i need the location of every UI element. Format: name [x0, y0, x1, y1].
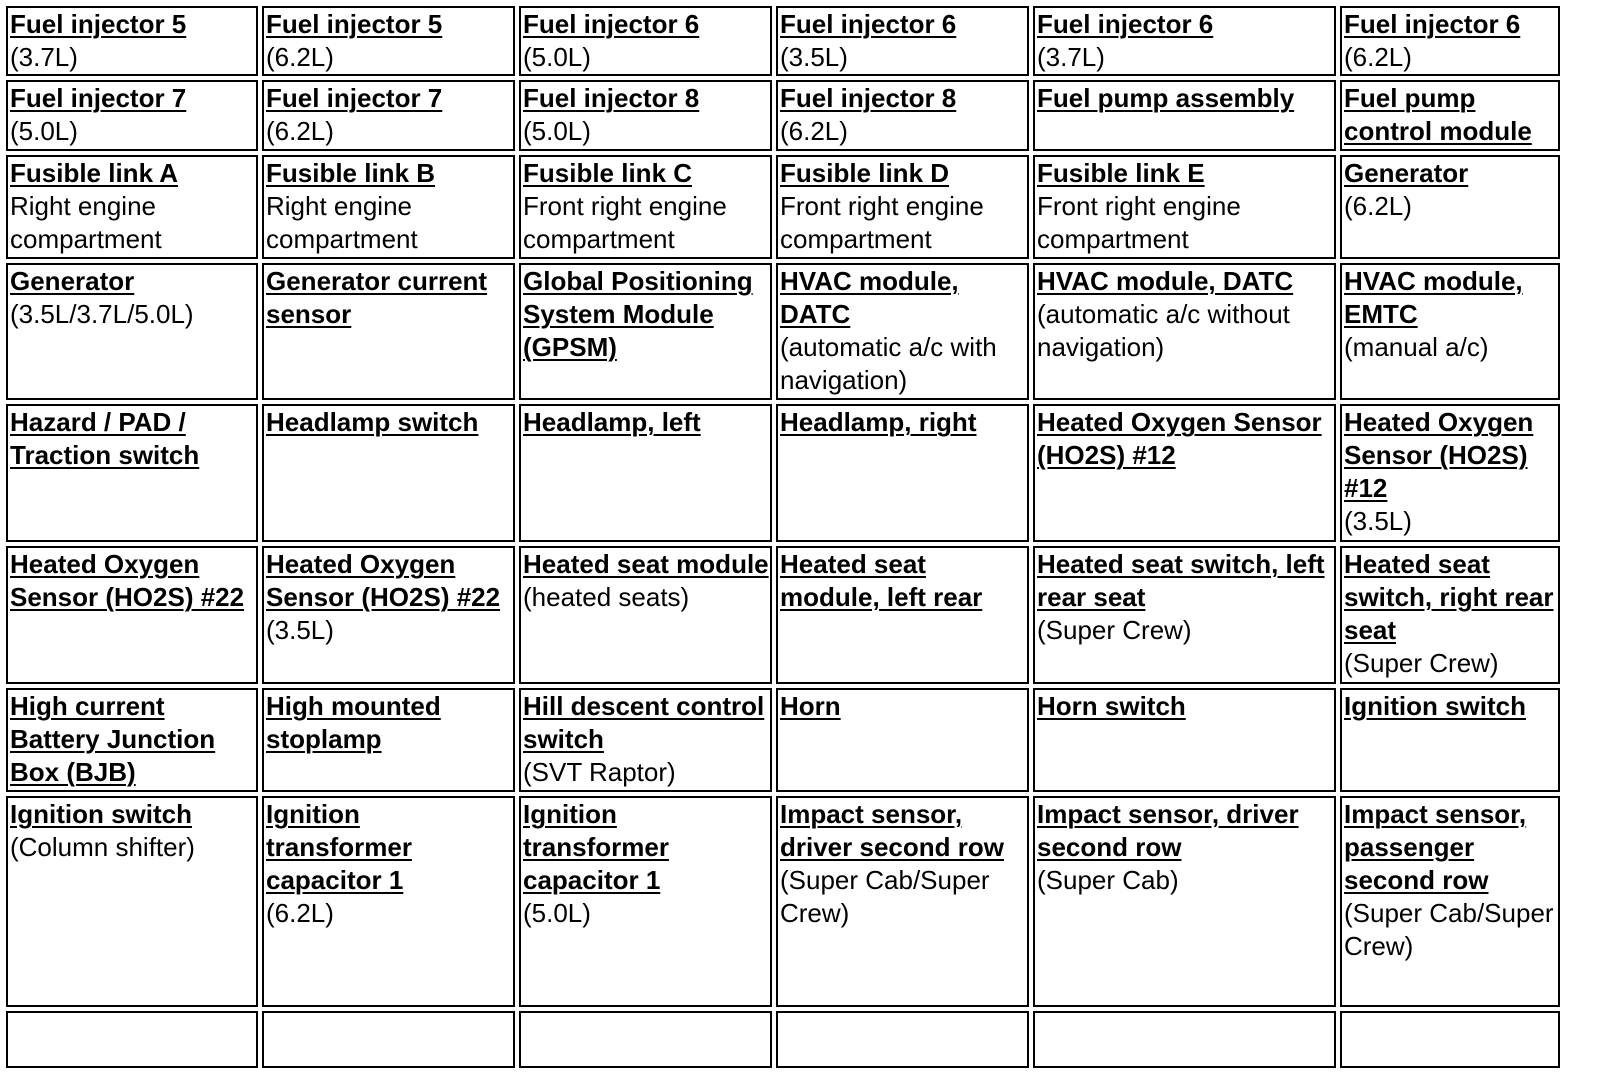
component-link[interactable]: Heated seat module, left rear	[780, 548, 983, 612]
component-link[interactable]: Fuel pump control module	[1344, 83, 1532, 147]
table-cell	[262, 263, 515, 401]
component-link[interactable]: Heated Oxygen Sensor (HO2S) #12	[1037, 407, 1322, 471]
table-cell	[262, 6, 515, 76]
component-link[interactable]: Fuel injector 7	[10, 83, 187, 114]
component-link[interactable]: Ignition switch	[10, 798, 192, 829]
component-link[interactable]: Impact sensor, driver second row	[1037, 798, 1299, 862]
table-cell	[262, 1011, 515, 1068]
table-cell	[1340, 263, 1560, 401]
table-body	[6, 6, 1560, 1068]
table-cell	[1033, 546, 1336, 684]
component-note: (automatic a/c without navigation)	[1037, 298, 1290, 362]
table-cell	[6, 546, 258, 684]
component-link[interactable]: Fuel injector 8	[523, 83, 700, 114]
component-link[interactable]: Ignition transformer capacitor 1	[266, 798, 412, 895]
component-link[interactable]: Generator	[1344, 157, 1469, 188]
component-link[interactable]: High current Battery Junction Box (BJB)	[10, 690, 216, 787]
component-note: (automatic a/c with navigation)	[780, 331, 997, 395]
component-note: (5.0L)	[10, 116, 78, 147]
component-link[interactable]: Hazard / PAD / Traction switch	[10, 407, 200, 471]
component-link[interactable]: Fuel injector 6	[1037, 9, 1214, 39]
table-cell	[1340, 6, 1560, 76]
component-link[interactable]: Horn switch	[1037, 690, 1186, 721]
table-cell	[519, 263, 772, 401]
component-note: (heated seats)	[523, 581, 690, 612]
component-link[interactable]: Heated Oxygen Sensor (HO2S) #22	[10, 548, 245, 612]
component-note: (manual a/c)	[1344, 331, 1489, 362]
table-cell	[776, 155, 1029, 259]
table-row	[6, 6, 1560, 76]
table-row	[6, 546, 1560, 684]
table-cell	[1033, 796, 1336, 1007]
table-row	[6, 688, 1560, 792]
table-row	[6, 80, 1560, 150]
table-cell	[1033, 1011, 1336, 1068]
component-note: (6.2L)	[1344, 42, 1412, 72]
table-cell	[1033, 404, 1336, 542]
table-cell	[1340, 80, 1560, 150]
component-note: (3.5L)	[780, 42, 848, 72]
component-link[interactable]: High mounted stoplamp	[266, 690, 441, 754]
component-link[interactable]: Fuel injector 5	[10, 9, 187, 39]
component-note: Right engine compartment	[10, 190, 162, 254]
component-note: (Column shifter)	[10, 831, 195, 862]
component-note: (Super Cab/Super Crew)	[780, 864, 990, 928]
component-note: (5.0L)	[523, 116, 591, 147]
table-cell	[776, 1011, 1029, 1068]
table-cell	[1033, 688, 1336, 792]
component-link[interactable]: Fusible link E	[1037, 157, 1205, 188]
component-link[interactable]: Heated Oxygen Sensor (HO2S) #12	[1344, 407, 1534, 504]
component-link[interactable]: Fusible link C	[523, 157, 693, 188]
table-cell	[262, 688, 515, 792]
component-link[interactable]: Fuel injector 6	[1344, 9, 1521, 39]
table-cell	[6, 6, 258, 76]
component-note: (3.7L)	[10, 42, 78, 72]
table-row	[6, 263, 1560, 401]
component-note: (5.0L)	[523, 897, 591, 928]
component-link[interactable]: HVAC module, EMTC	[1344, 265, 1523, 329]
table-row	[6, 1011, 1560, 1068]
table-cell	[6, 155, 258, 259]
table-cell	[262, 155, 515, 259]
table-row	[6, 404, 1560, 542]
table-cell	[776, 263, 1029, 401]
table-cell	[776, 546, 1029, 684]
table-cell	[262, 404, 515, 542]
component-link[interactable]: Fuel pump assembly	[1037, 83, 1295, 114]
table-cell	[1033, 6, 1336, 76]
table-cell	[776, 688, 1029, 792]
component-link[interactable]: Heated Oxygen Sensor (HO2S) #22	[266, 548, 501, 612]
component-note: (6.2L)	[780, 116, 848, 147]
component-link[interactable]: Ignition switch	[1344, 690, 1526, 721]
table-cell	[1340, 796, 1560, 1007]
table-cell	[519, 688, 772, 792]
table-cell	[1033, 263, 1336, 401]
table-cell	[262, 546, 515, 684]
table-cell	[519, 6, 772, 76]
table-cell	[6, 263, 258, 401]
table-cell	[519, 80, 772, 150]
component-note: Front right engine compartment	[780, 190, 984, 254]
component-link[interactable]: Generator	[10, 265, 135, 296]
component-link[interactable]: Fusible link B	[266, 157, 436, 188]
component-link[interactable]: Hill descent control switch	[523, 690, 765, 754]
table-cell	[1340, 404, 1560, 542]
component-note: (3.5L)	[266, 614, 334, 645]
component-note: (5.0L)	[523, 42, 591, 72]
component-note: (6.2L)	[1344, 190, 1412, 221]
component-link[interactable]: Impact sensor, driver second row	[780, 798, 1004, 862]
table-cell	[1340, 688, 1560, 792]
component-note: (Super Crew)	[1037, 614, 1192, 645]
table-cell	[519, 546, 772, 684]
table-cell	[776, 404, 1029, 542]
table-cell	[1340, 155, 1560, 259]
component-note: (3.7L)	[1037, 42, 1105, 72]
component-link[interactable]: Fuel injector 7	[266, 83, 443, 114]
table-cell	[6, 796, 258, 1007]
component-note: (Super Crew)	[1344, 647, 1499, 678]
component-link[interactable]: Headlamp, left	[523, 407, 701, 438]
table-cell	[6, 688, 258, 792]
table-cell	[6, 1011, 258, 1068]
component-note: (Super Cab)	[1037, 864, 1179, 895]
component-note: (6.2L)	[266, 116, 334, 147]
table-cell	[1340, 546, 1560, 684]
component-note: Front right engine compartment	[1037, 190, 1241, 254]
component-note: (3.5L/3.7L/5.0L)	[10, 298, 194, 329]
table-cell	[776, 6, 1029, 76]
component-link[interactable]: Fuel injector 5	[266, 9, 443, 39]
table-cell	[519, 1011, 772, 1068]
component-link[interactable]: Fuel injector 6	[523, 9, 700, 39]
component-note: (3.5L)	[1344, 506, 1412, 537]
component-link[interactable]: Headlamp, right	[780, 407, 977, 438]
table-cell	[1033, 80, 1336, 150]
component-note: Front right engine compartment	[523, 190, 727, 254]
component-link[interactable]: Fuel injector 8	[780, 83, 957, 114]
component-link[interactable]: Headlamp switch	[266, 407, 479, 438]
table-cell	[262, 796, 515, 1007]
table-row	[6, 155, 1560, 259]
component-link[interactable]: HVAC module, DATC	[1037, 265, 1294, 296]
table-cell	[519, 155, 772, 259]
table-cell	[6, 80, 258, 150]
component-link[interactable]: Impact sensor, passenger second row	[1344, 798, 1527, 895]
component-link[interactable]: Horn	[780, 690, 841, 721]
component-note: Right engine compartment	[266, 190, 418, 254]
table-cell	[776, 80, 1029, 150]
table-cell	[519, 404, 772, 542]
component-link[interactable]: Fuel injector 6	[780, 9, 957, 39]
component-note: (6.2L)	[266, 42, 334, 72]
component-link[interactable]: Generator current sensor	[266, 265, 488, 329]
component-link[interactable]: Heated seat switch, right rear seat	[1344, 548, 1554, 645]
table-cell	[519, 796, 772, 1007]
component-link[interactable]: Fusible link D	[780, 157, 950, 188]
table-cell	[1033, 155, 1336, 259]
component-note: (SVT Raptor)	[523, 756, 676, 787]
component-link[interactable]: Ignition transformer capacitor 1	[523, 798, 669, 895]
component-note: (6.2L)	[266, 897, 334, 928]
component-link[interactable]: HVAC module, DATC	[780, 265, 959, 329]
component-location-table	[2, 2, 1564, 1072]
table-row	[6, 796, 1560, 1007]
component-link[interactable]: Fusible link A	[10, 157, 179, 188]
component-link[interactable]: Global Positioning System Module (GPSM)	[523, 265, 753, 362]
table-cell	[6, 404, 258, 542]
component-link[interactable]: Heated seat module	[523, 548, 769, 579]
table-cell	[262, 80, 515, 150]
table-cell	[1340, 1011, 1560, 1068]
component-note: (Super Cab/Super Crew)	[1344, 897, 1554, 961]
table-cell	[776, 796, 1029, 1007]
component-link[interactable]: Heated seat switch, left rear seat	[1037, 548, 1325, 612]
